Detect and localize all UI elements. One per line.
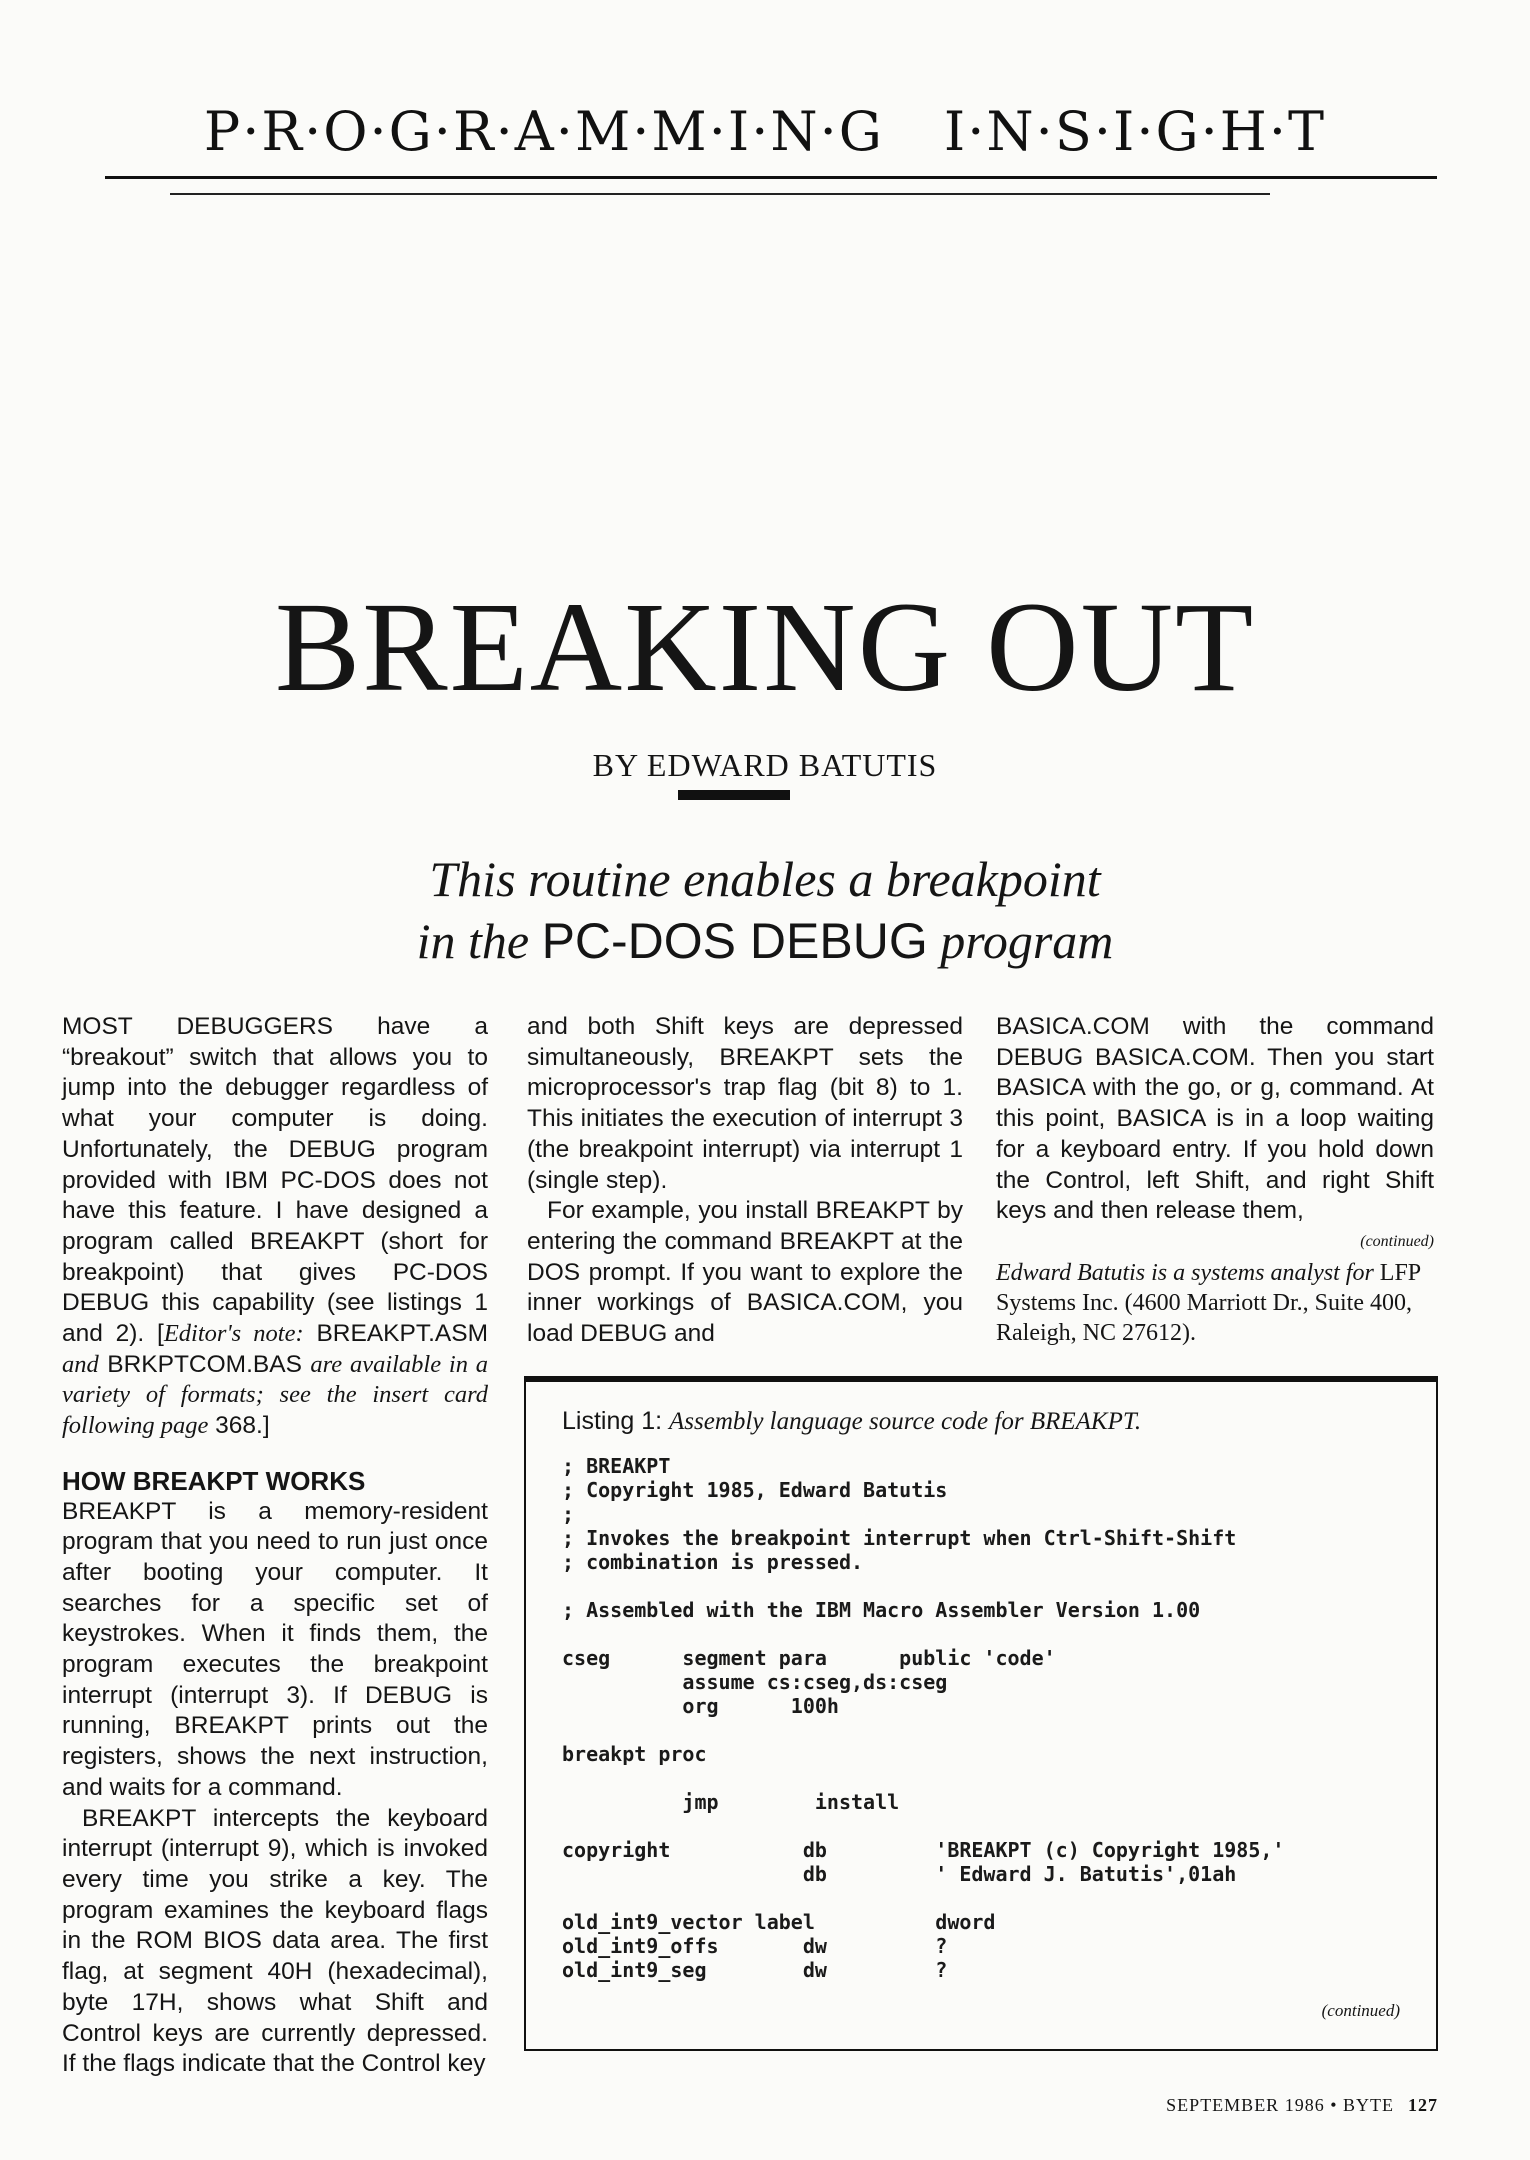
paragraph: For example, you install BREAKPT by entering the command BREAKPT at the DOS prompt. If you want to explore the inner workings of BASICA.COM, you load DEBUG and	[527, 1197, 963, 1348]
subhead-how-breakpt-works: HOW BREAKPT WORKS	[62, 1465, 366, 1496]
text-column-1	[62, 1012, 488, 2080]
header-rule-bottom	[170, 193, 1270, 195]
paragraph: MOST DEBUGGERS have a “breakout” switch that allows you to jump into the debugger regardless of what your computer is doing. Unfortunately, the DEBUG program provided with IBM PC-DOS does not have this feature. I have designed a program called BREAKPT (short for breakpoint) that gives PC-DOS DEBUG this capability (see listings 1 and 2). [Editor's note: BREAKPT.ASM and BRKPTCOM.BAS are available in a variety of formats; see the insert card following page 368.]	[62, 1013, 489, 1440]
continued-label: (continued)	[1360, 1232, 1434, 1250]
byline-rule	[678, 790, 790, 800]
footer-issue: SEPTEMBER 1986 • BYTE	[1166, 2095, 1394, 2115]
listing-continued-label: (continued)	[1321, 2001, 1400, 2020]
code-listing-box	[524, 1376, 1438, 2051]
paragraph: BREAKPT is a memory-resident program that you need to run just once after booting your computer. It searches for a specific set of keystrokes. When it finds them, the program executes the breakpoint interrupt (interrupt 3). If DEBUG is running, BREAKPT prints out the registers, shows the next instruction, and waits for a command.	[62, 1497, 488, 1801]
article-byline: BY EDWARD BATUTIS	[592, 747, 938, 783]
paragraph: BASICA.COM with the command DEBUG BASICA.COM. Then you start BASICA with the go, or g, command. At this point, BASICA is in a loop waiting for a keyboard entry. If you hold down the Control, left Shift, and right Shift keys and then release them,	[996, 1013, 1434, 1225]
text-column-2	[527, 1012, 963, 1350]
paragraph: BREAKPT intercepts the keyboard interrupt (interrupt 9), which is invoked every time you strike a key. The program examines the keyboard flags in the ROM BIOS data area. The first flag, at segment 40H (hexadecimal), byte 17H, shows what Shift and Control keys are currently depressed. If the flags indicate that the Control key	[62, 1804, 488, 2078]
page-number: 127	[1408, 2095, 1438, 2115]
text-column-3	[996, 1012, 1434, 1348]
section-header-left: P·R·O·G·R·A·M·M·I·N·G	[203, 100, 884, 163]
listing-caption: Listing 1: Assembly language source code for BREAKPT.	[562, 1407, 1142, 1435]
article-deck	[0, 848, 1530, 972]
header-rule-top	[105, 176, 1437, 179]
article-title: BREAKING OUT	[274, 576, 1256, 718]
page-footer	[1166, 2095, 1438, 2116]
listing-code: ; BREAKPT ; Copyright 1985, Edward Batutis ; ; Invokes the breakpoint interrupt when Ctrl-Shift-Shift ; combination is pressed. ; Assembled with the IBM Macro Assembler Version 1.00 cseg segment para public 'code' assume cs:cseg,ds:cseg org 100h breakpt proc jmp install copyright db 'BREAKPT (c) Copyright 1985,' db ' Edward J. Batutis',01ah old_int9_vector label dword old_int9_offs dw ? old_int9_seg dw ?	[562, 1454, 1285, 1982]
deck-line-2: in the PC-DOS DEBUG program	[416, 913, 1114, 969]
section-header	[0, 100, 1530, 163]
section-header-right: I·N·S·I·G·H·T	[943, 100, 1327, 163]
paragraph: and both Shift keys are depressed simultaneously, BREAKPT sets the microprocessor's trap flag (bit 8) to 1. This initiates the execution of interrupt 3 (the breakpoint interrupt) via interrupt 1 (single step).	[527, 1013, 963, 1194]
author-bio: Edward Batutis is a systems analyst for LFP Systems Inc. (4600 Marriott Dr., Suite 400, Raleigh, NC 27612).	[996, 1259, 1421, 1346]
deck-line-1: This routine enables a breakpoint	[429, 851, 1101, 907]
